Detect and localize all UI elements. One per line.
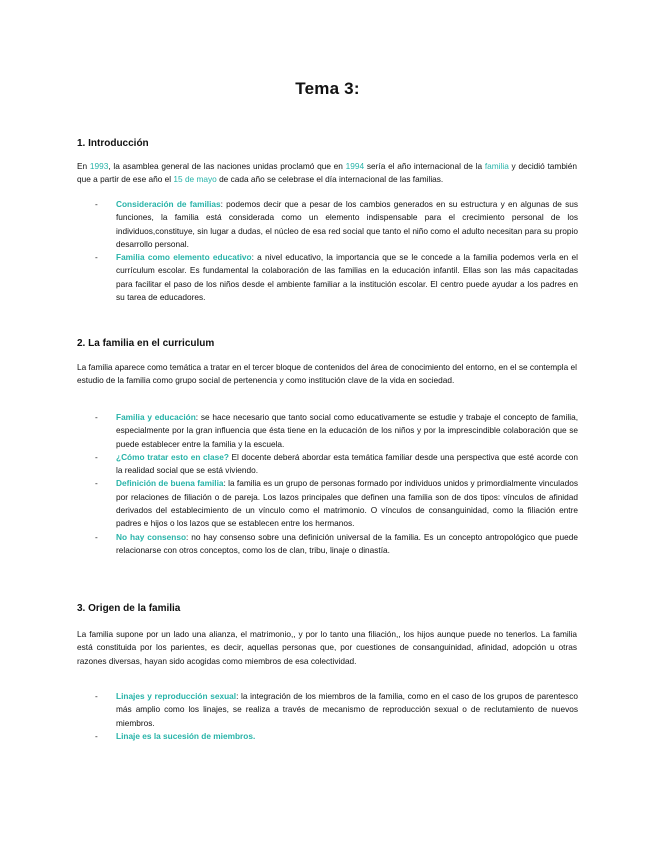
bullet-term: ¿Cómo tratar esto en clase? bbox=[116, 451, 229, 462]
list-item bbox=[95, 477, 578, 530]
bullet-dash: - bbox=[95, 691, 98, 701]
bullet-dash: - bbox=[95, 412, 98, 422]
list-item bbox=[95, 411, 578, 451]
bullet-term: Linaje es la sucesión de miembros. bbox=[116, 730, 256, 741]
bullet-text: : a nivel educativo, la importancia que se le concede a la familia podemos verla en el currículum escolar. Es fundamental la colaboración de las familias en la educación infantil. Ellas son las más capacitadas para facilitar el paso de los niños desde el ambiente familiar a la institución escolar. El centro puede ayudar a los padres en su tarea de educadores. bbox=[116, 252, 579, 303]
bullet-dash: - bbox=[95, 478, 98, 489]
list-item bbox=[95, 730, 578, 743]
bullet-list-origen bbox=[95, 690, 578, 743]
section-intro-introduccion: En 1993, la asamblea general de las naciones unidas proclamó que en 1994 sería el año internacional de la familia y decidió también que a partir de ese año el 15 de mayo de cada año se celebrase el día internacional de las familias. bbox=[77, 161, 578, 185]
section-heading-origen: 3. Origen de la familia bbox=[77, 603, 181, 614]
section-heading-curriculum: 2. La familia en el curriculum bbox=[77, 338, 215, 349]
page-title: Tema 3: bbox=[295, 79, 360, 98]
bullet-dash: - bbox=[95, 252, 98, 263]
section-intro-curriculum: La familia aparece como temática a tratar en el tercer bloque de contenidos del área de conocimiento del entorno, en el se contempla el estudio de la familia como grupo social de pertenencia y como institución clave de la vida en sociedad. bbox=[77, 362, 577, 386]
highlight-15-de-mayo: 15 de mayo bbox=[173, 174, 217, 185]
bullet-term: Familia como elemento educativo bbox=[116, 252, 252, 263]
bullet-list-curriculum bbox=[95, 411, 578, 557]
bullet-dash: - bbox=[95, 199, 98, 209]
bullet-text: : podemos decir que a pesar de los cambios generados en su estructura y en algunas de sus funciones, la familia está considerada como un elemento indispensable para el crecimiento personal de los individuos,constituye, sin lugar a dudas, el núcleo de esa red social que tanto el niño como el adulto necesitan para su propio desarrollo personal. bbox=[116, 199, 578, 249]
list-item bbox=[95, 531, 578, 558]
bullet-dash: - bbox=[95, 451, 98, 462]
bullet-term: Familia y educación bbox=[116, 412, 196, 422]
list-item bbox=[95, 198, 578, 251]
list-item bbox=[95, 451, 578, 478]
bullet-term: Linajes y reproducción sexual bbox=[116, 691, 237, 701]
highlight-1994: 1994 bbox=[345, 161, 365, 171]
highlight-1993: 1993 bbox=[89, 161, 109, 171]
list-item bbox=[95, 690, 578, 730]
bullet-text: El docente deberá abordar esta temática familiar desde una perspectiva que esté acorde con la realidad social que se está viviendo. bbox=[116, 451, 578, 476]
section-heading-introduccion: 1. Introducción bbox=[77, 138, 149, 149]
bullet-term: Consideración de familias bbox=[116, 199, 221, 209]
bullet-term: No hay consenso bbox=[116, 531, 187, 542]
bullet-dash: - bbox=[95, 730, 98, 741]
section-intro-origen: La familia supone por un lado una alianza, el matrimonio,, y por lo tanto una filiación,, los hijos aunque puede no tenerlos. La familia está constituida por los parientes, es decir, aquellas personas que, por cuestiones de consanguinidad, afinidad, adopción u otras razones diversas, hayan sido acogidas como miembros de esa colectividad. bbox=[77, 629, 577, 666]
bullet-text: : no hay consenso sobre una definición universal de la familia. Es un concepto antropológico que puede relacionarse con otros conceptos, como los de clan, tribu, linaje o dinastía. bbox=[116, 531, 578, 555]
bullet-list-introduccion bbox=[95, 198, 578, 304]
bullet-term: Definición de buena familia bbox=[116, 478, 224, 489]
bullet-text: : se hace necesario que tanto social como educativamente se estudie y trabaje el concepto de familia, especialmente por la gran influencia que ésta tiene en la educación de los niños y por la imprescindible colaboración que se puede establecer entre la familia y la escuela. bbox=[116, 412, 578, 449]
list-item bbox=[95, 251, 578, 304]
highlight-familia: familia bbox=[484, 161, 509, 171]
bullet-dash: - bbox=[95, 531, 98, 542]
bullet-text: : la integración de los miembros de la familia, como en el caso de los grupos de parentesco más amplio como los linajes, se realiza a través de mecanismo de reproducción sexual o de reclutamiento de nuevos miembros. bbox=[116, 691, 578, 728]
bullet-text: : la familia es un grupo de personas formado por individuos unidos y primordialmente vinculados por relaciones de filiación o de pareja. Los lazos principales que definen una familia son de dos tipos: vínculos de afinidad derivados del establecimiento de un vínculo como el matrimonio. O vínculos de consanguinidad, como la filiación entre padres e hijos o los lazos que se establecen entre los hermanos. bbox=[116, 478, 578, 529]
